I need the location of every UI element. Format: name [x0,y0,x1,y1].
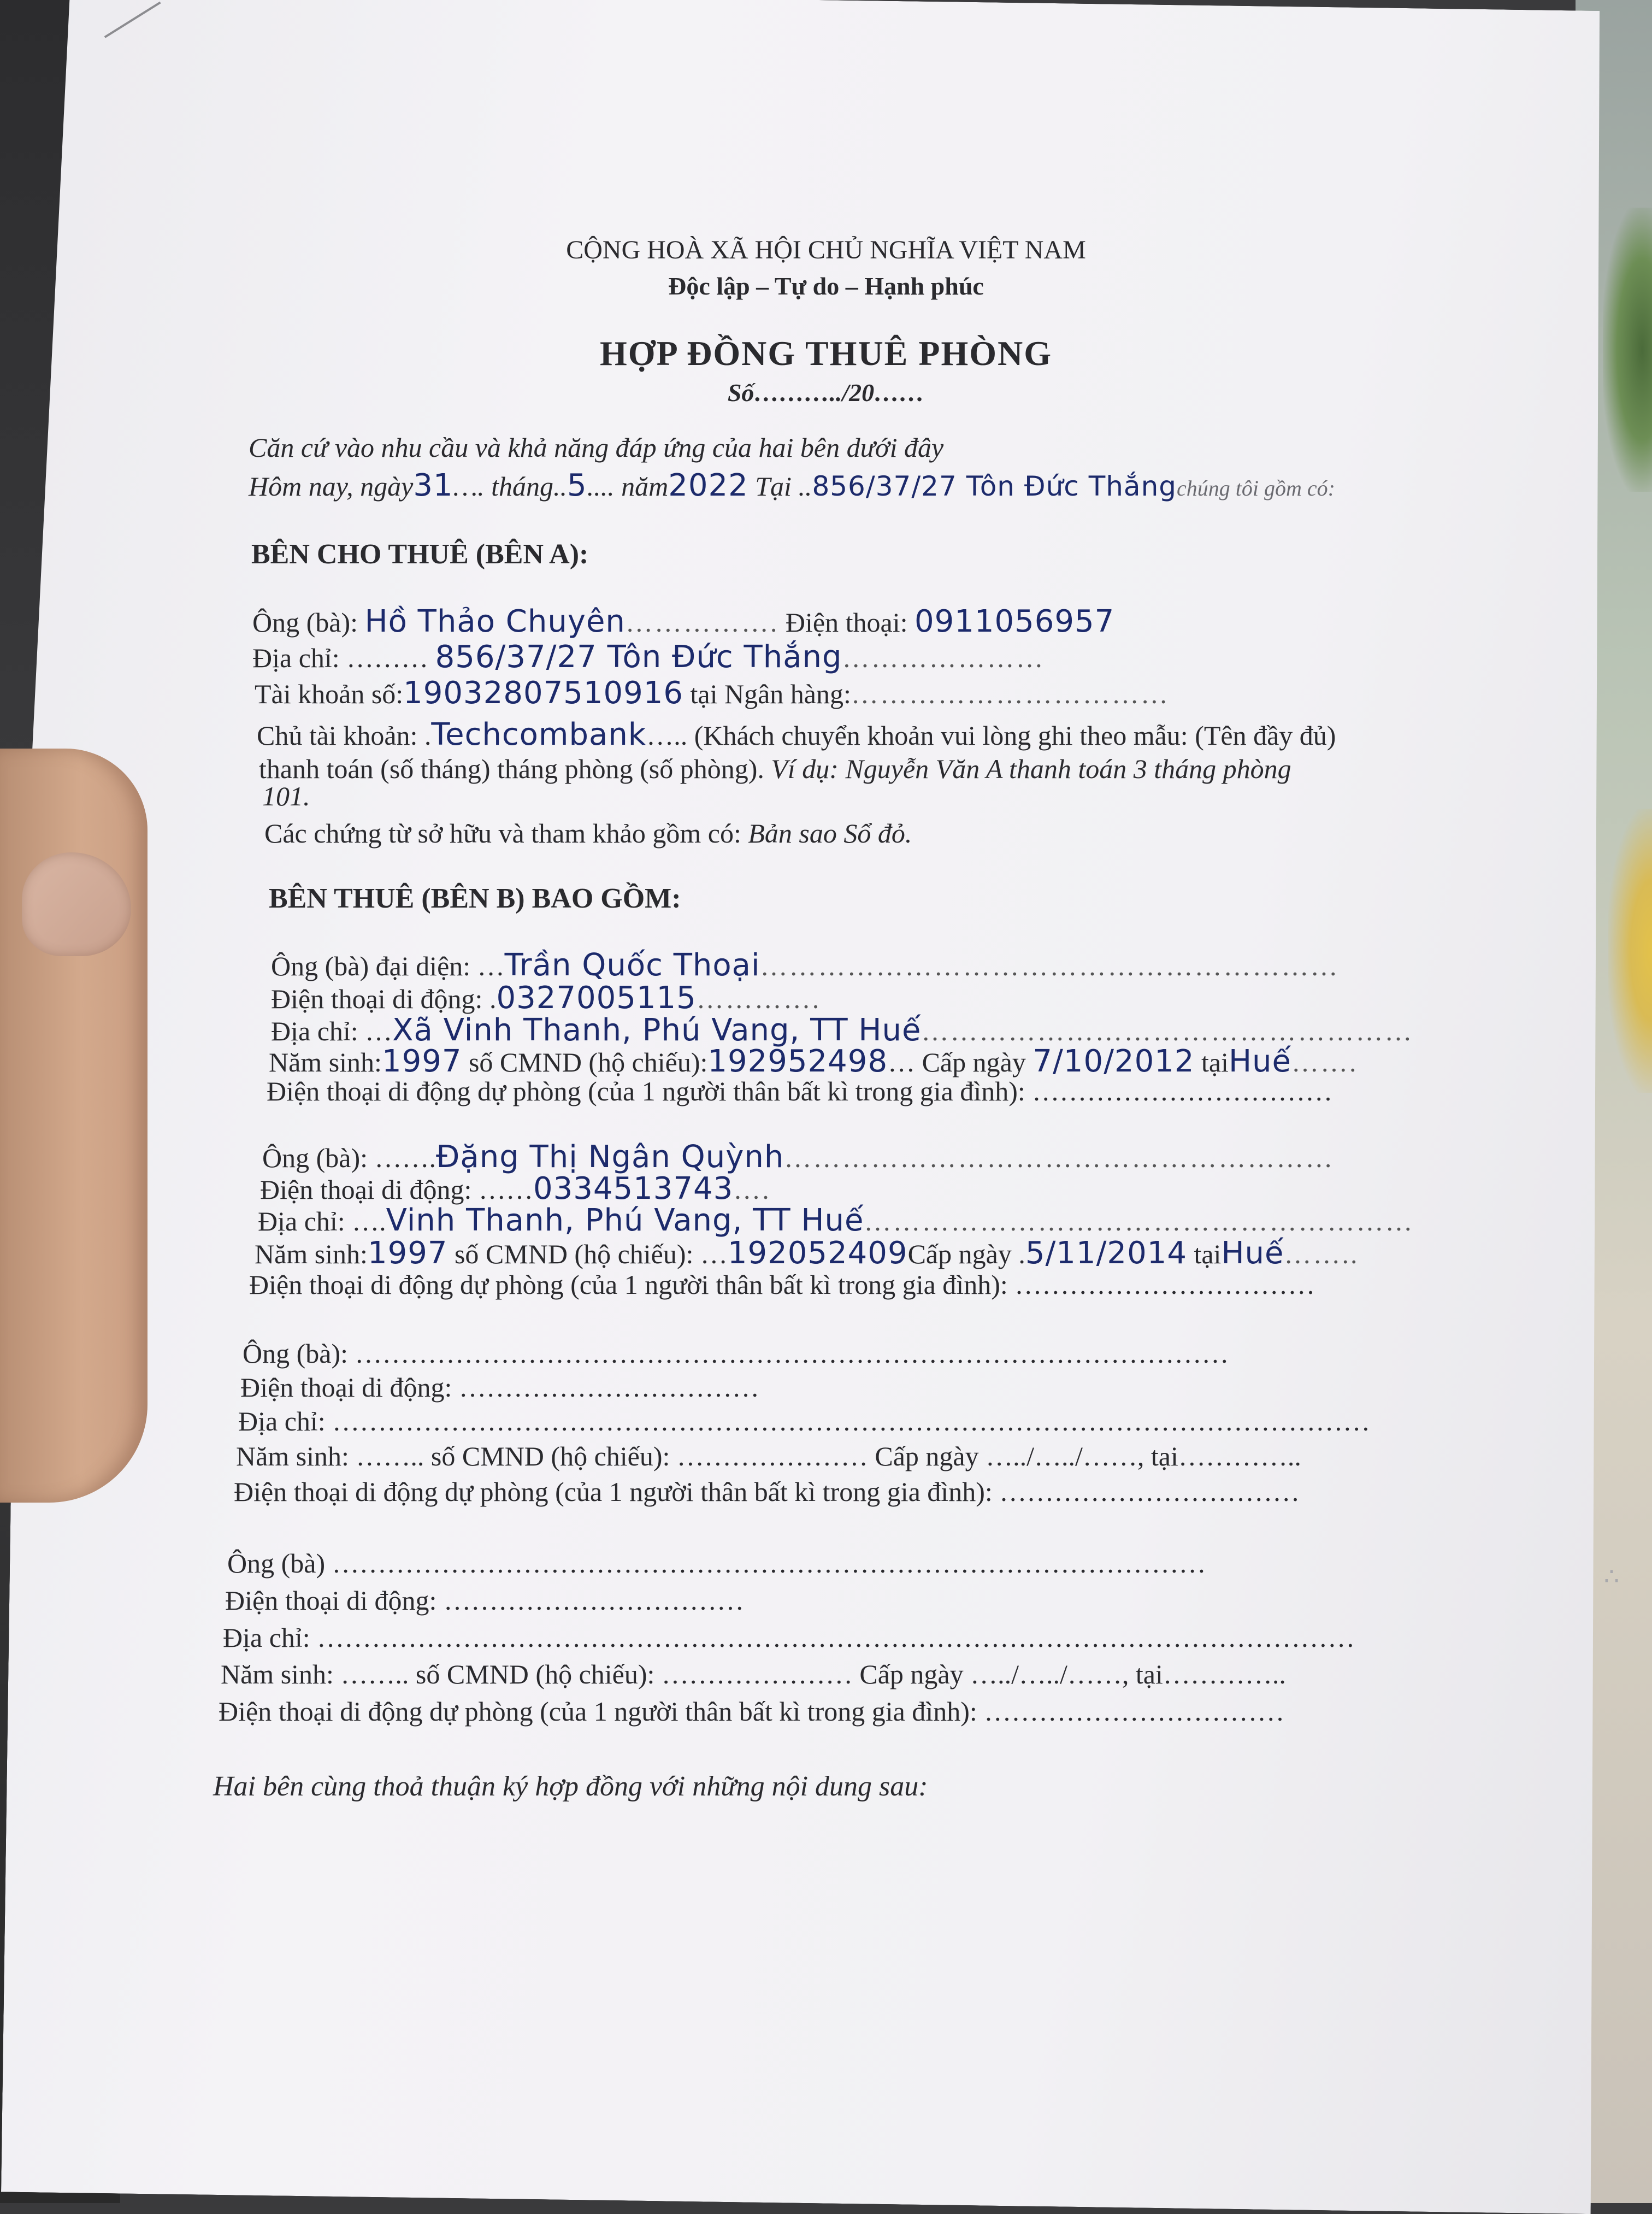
year-label: .... năm [587,471,669,502]
phone-label: Điện thoại di động: . [271,984,497,1014]
phone-label: Điện thoại: [785,607,908,638]
address-label: Địa chỉ: … [271,1016,393,1046]
party-a-owner-row [257,717,1336,752]
party-a-note-line2 [259,753,1291,785]
handwritten-phone: 0327005115 [496,980,697,1016]
handwritten-name: Trần Quốc Thoại [504,947,760,983]
intro-suffix: chúng tôi gồm có: [1177,476,1335,500]
contract-number: Số………../20…… [727,379,925,407]
handwritten-issue-date: 7/10/2012 [1032,1044,1195,1079]
contract-title: HỢP ĐỒNG THUÊ PHÒNG [600,334,1052,373]
person1-name-row: Ông (bà) đại diện: …Trần Quốc Thoại…………………………………………………… [271,947,1340,983]
handwritten-address: 856/37/27 Tôn Đức Thắng [435,639,842,675]
intro-date-line [249,468,1335,503]
party-a-address-row: Địa chỉ: ……… 856/37/27 Tôn Đức Thắng………………… [252,639,1045,675]
place-label: Tại .. [755,471,812,502]
month-label: …. tháng.. [453,471,567,502]
name-label: Ông (bà) đại diện: … [271,951,505,981]
place-label: tại [1194,1239,1222,1269]
person1-id-row: Năm sinh:1997 số CMND (hộ chiếu):192952498… Cấp ngày 7/10/2012 tạiHuế……. [269,1044,1358,1079]
owner-note: ….. (Khách chuyển khoản vui lòng ghi theo mẫu: (Tên đầy đủ) [646,720,1336,751]
party-a-account-row: Tài khoản số:19032807510916 tại Ngân hàng:…………………………… [255,675,1170,711]
person3-name-row: Ông (bà): …………………………………………………………………………………… [243,1338,1229,1369]
person4-name-row: Ông (bà) …………………………………………………………………………………… [227,1548,1206,1579]
person2-name-row: Ông (bà): …….Đặng Thị Ngân Quỳnh………………………………………………… [262,1139,1335,1175]
party-b-heading: BÊN THUÊ (BÊN B) BAO GỒM: [269,883,681,914]
motto: Độc lập – Tự do – Hạnh phúc [668,272,984,300]
handwritten-address: Xã Vinh Thanh, Phú Vang, TT Huế [392,1012,922,1048]
docs-value: Bản sao Sổ đỏ. [748,818,912,849]
republic-title: CỘNG HOÀ XÃ HỘI CHỦ NGHĨA VIỆT NAM [566,235,1086,264]
person1-address-row: Địa chỉ: …Xã Vinh Thanh, Phú Vang, TT Huế…………………………………………… [271,1012,1414,1048]
person1-phone-row: Điện thoại di động: .0327005115…………. [271,980,821,1016]
intro-basis: Căn cứ vào nhu cầu và khả năng đáp ứng của hai bên dưới đây [249,432,944,463]
person3-phone-row: Điện thoại di động: …………………………… [240,1372,759,1403]
handwritten-name: Đặng Thị Ngân Quỳnh [436,1139,784,1175]
person4-address-row: Địa chỉ: …………………………………………………………………………………………………… [223,1622,1355,1653]
phone-label: Điện thoại di động: …… [260,1174,533,1205]
person3-address-row: Địa chỉ: …………………………………………………………………………………………………… [238,1406,1371,1436]
id-label: số CMND (hộ chiếu): [468,1047,708,1077]
handwritten-name: Hồ Thảo Chuyên [364,604,626,639]
handwritten-issue-place: Huế [1228,1044,1291,1079]
handwritten-birth: 1997 [367,1235,448,1271]
handwritten-id: 192952498 [707,1044,888,1079]
handwritten-day: 31 [413,468,453,503]
person2-phone-row: Điện thoại di động: ……0334513743…. [260,1171,771,1206]
docs-label: Các chứng từ sở hữu và tham khảo gồm có: [264,818,741,849]
place-label: tại [1201,1047,1229,1077]
note-plain: thanh toán (số tháng) tháng phòng (số phòng). [259,753,764,784]
person3-id-row: Năm sinh: …….. số CMND (hộ chiếu): ………………… Cấp ngày …../…../……, tại………….. [236,1441,1301,1471]
issue-label: Cấp ngày . [907,1239,1025,1269]
paper-speck: ∴ [1604,1563,1619,1590]
address-label: Địa chỉ: ……… [252,643,429,673]
owner-label: Chủ tài khoản: . [257,720,432,751]
person2-id-row: Năm sinh:1997 số CMND (hộ chiếu): …192052409Cấp ngày .5/11/2014 tạiHuế…….. [255,1235,1359,1271]
name-label: Ông (bà): ……. [262,1143,436,1173]
party-a-name-row: Ông (bà): Hồ Thảo Chuyên……………. Điện thoại: 0911056957 [252,604,1115,639]
person4-backup-row: Điện thoại di động dự phòng (của 1 người thân bất kì trong gia đình): …………………………… [219,1696,1285,1727]
closing-statement: Hai bên cùng thoả thuận ký hợp đồng với những nội dung sau: [213,1771,928,1802]
person2-backup-row: Điện thoại di động dự phòng (của 1 người thân bất kì trong gia đình): …………………………… [249,1269,1315,1300]
bank-label: tại Ngân hàng: [690,679,851,709]
party-a-heading: BÊN CHO THUÊ (BÊN A): [251,539,589,570]
handwritten-phone: 0911056957 [914,604,1115,639]
birth-label: Năm sinh: [255,1239,368,1269]
birth-label: Năm sinh: [269,1047,382,1077]
person1-backup-row: Điện thoại di động dự phòng (của 1 người thân bất kì trong gia đình): …………………………… [267,1076,1333,1106]
handwritten-issue-place: Huế [1221,1235,1284,1271]
today-label: Hôm nay, ngày [249,471,414,502]
handwritten-owner: Techcombank [431,717,647,752]
person2-address-row: Địa chỉ: ….Vinh Thanh, Phú Vang, TT Huế………………………………………………… [258,1203,1414,1238]
party-a-docs-row [264,817,912,849]
person3-backup-row: Điện thoại di động dự phòng (của 1 người thân bất kì trong gia đình): …………………………… [234,1476,1300,1507]
handwritten-year: 2022 [668,468,748,503]
handwritten-place: 856/37/27 Tôn Đức Thắng [812,470,1177,502]
handwritten-address: Vinh Thanh, Phú Vang, TT Huế [386,1203,864,1238]
issue-label: … Cấp ngày [888,1047,1026,1077]
name-label: Ông (bà): [252,607,358,638]
id-label: số CMND (hộ chiếu): … [454,1239,728,1269]
handwritten-phone: 0334513743 [533,1171,734,1206]
party-a-note-line3: 101. [262,781,310,811]
address-label: Địa chỉ: …. [258,1206,386,1236]
account-label: Tài khoản số: [255,679,404,709]
person4-id-row: Năm sinh: …….. số CMND (hộ chiếu): ………………… Cấp ngày …../…../……, tại………….. [221,1659,1286,1689]
handwritten-birth: 1997 [381,1044,462,1079]
handwritten-account: 19032807510916 [403,675,683,711]
note-italic: Ví dụ: Nguyễn Văn A thanh toán 3 tháng phòng [771,753,1291,784]
handwritten-month: 5 [567,468,587,503]
handwritten-issue-date: 5/11/2014 [1025,1235,1187,1271]
handwritten-id: 192052409 [727,1235,908,1271]
person4-phone-row: Điện thoại di động: …………………………… [225,1585,744,1616]
